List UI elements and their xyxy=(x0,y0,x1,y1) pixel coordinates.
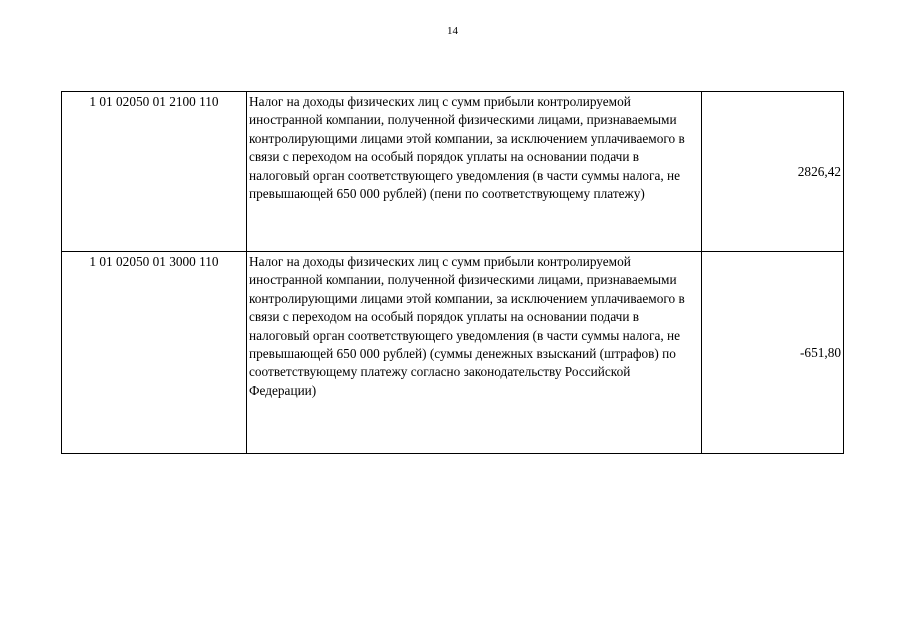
classification-code-cell: 1 01 02050 01 2100 110 xyxy=(62,92,247,252)
budget-income-table xyxy=(61,91,844,454)
table-row xyxy=(62,92,844,252)
income-name-cell: Налог на доходы физических лиц с сумм прибыли контролируемой иностранной компании, полученной физическими лицами, признаваемыми контролирующими лицами этой компании, за исключением уплачиваемого в связи с переходом на особый порядок уплаты на основании подачи в налоговый орган соответствующего уведомления (в части суммы налога, не превышающей 650 000 рублей) (суммы денежных взысканий (штрафов) по соответствующему платежу согласно законодательству Российской Федерации) xyxy=(247,252,702,454)
amount-cell: 2826,42 xyxy=(702,92,844,252)
page-number: 14 xyxy=(447,25,458,37)
classification-code-cell: 1 01 02050 01 3000 110 xyxy=(62,252,247,454)
amount-cell: -651,80 xyxy=(702,252,844,454)
income-name-cell: Налог на доходы физических лиц с сумм прибыли контролируемой иностранной компании, полученной физическими лицами, признаваемыми контролирующими лицами этой компании, за исключением уплачиваемого в связи с переходом на особый порядок уплаты на основании подачи в налоговый орган соответствующего уведомления (в части суммы налога, не превышающей 650 000 рублей) (пени по соответствующему платежу) xyxy=(247,92,702,252)
table-row xyxy=(62,252,844,454)
